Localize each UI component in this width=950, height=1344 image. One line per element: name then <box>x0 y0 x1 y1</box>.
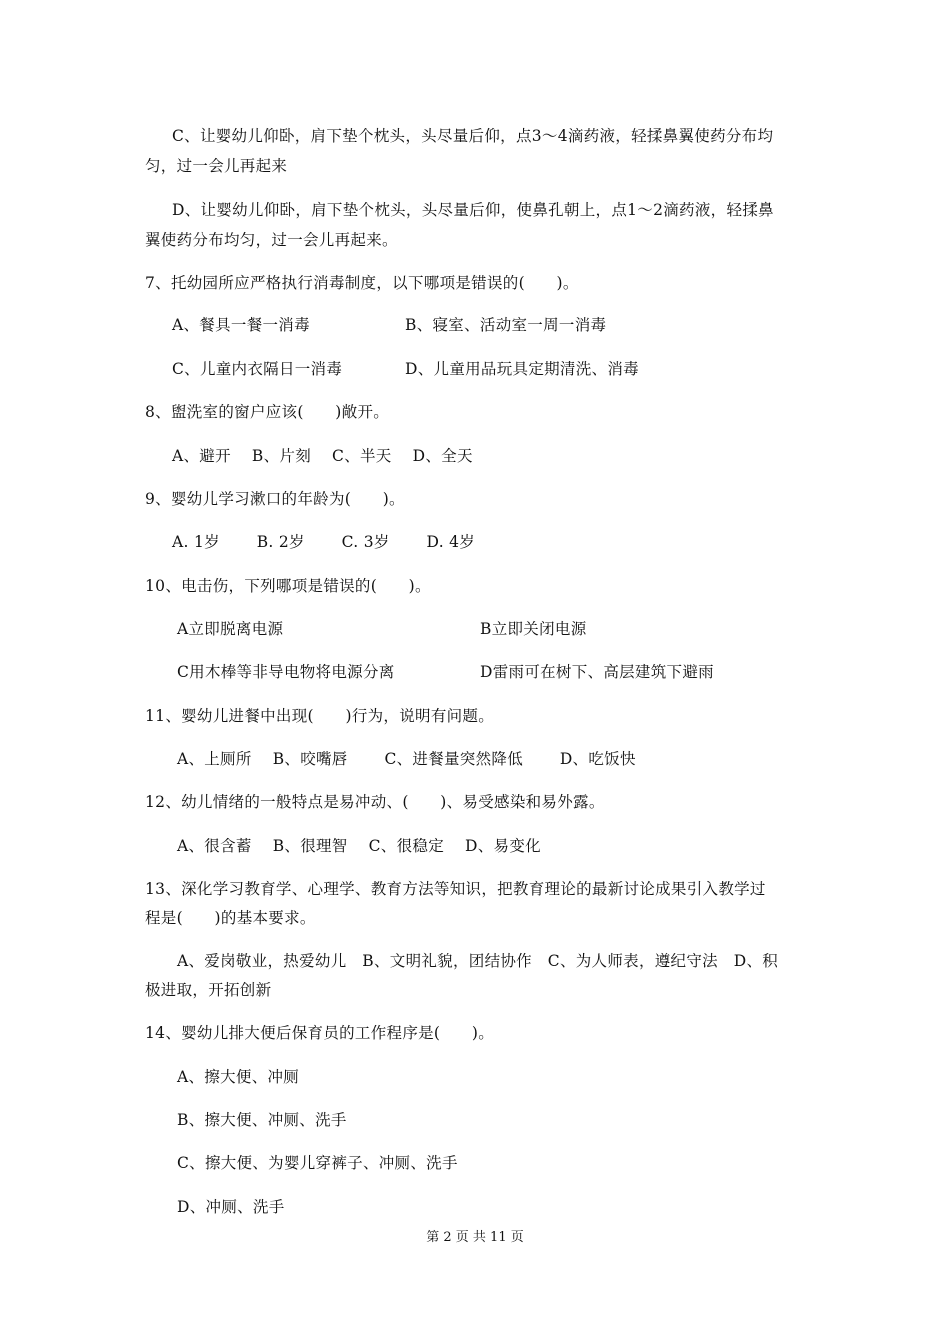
q9-options: A. 1岁 B. 2岁 C. 3岁 D. 4岁 <box>172 533 476 551</box>
q8-options: A、避开 B、片刻 C、半天 D、全天 <box>172 447 473 465</box>
q10-option-b: B立即关闭电源 <box>480 620 587 638</box>
q12-options: A、很含蓄 B、很理智 C、很稳定 D、易变化 <box>177 837 541 855</box>
q10-option-c: C用木棒等非导电物将电源分离 <box>177 663 395 681</box>
q11-question: 11、婴幼儿进餐中出现( )行为，说明有问题。 <box>145 707 495 725</box>
q10-question: 10、电击伤，下列哪项是错误的( )。 <box>145 577 431 595</box>
q12-question: 12、幼儿情绪的一般特点是易冲动、( )、易受感染和易外露。 <box>145 793 605 811</box>
q13-question-line1: 13、深化学习教育学、心理学、教育方法等知识，把教育理论的最新讨论成果引入教学过 <box>145 880 766 898</box>
q10-option-d: D雷雨可在树下、高层建筑下避雨 <box>480 663 714 681</box>
q6-option-c-line1: C、让婴幼儿仰卧，肩下垫个枕头，头尽量后仰，点3～4滴药液，轻揉鼻翼使药分布均 <box>172 127 774 145</box>
q14-question: 14、婴幼儿排大便后保育员的工作程序是( )。 <box>145 1024 495 1042</box>
q9-question: 9、婴幼儿学习漱口的年龄为( )。 <box>145 490 405 508</box>
q10-option-a: A立即脱离电源 <box>177 620 284 638</box>
q7-option-a: A、餐具一餐一消毒 <box>172 316 310 334</box>
q7-option-d: D、儿童用品玩具定期清洗、消毒 <box>405 360 639 378</box>
q14-option-a: A、擦大便、冲厕 <box>177 1068 300 1086</box>
q7-question: 7、托幼园所应严格执行消毒制度，以下哪项是错误的( )。 <box>145 274 579 292</box>
q7-option-b: B、寝室、活动室一周一消毒 <box>405 316 607 334</box>
q6-option-d-line2: 翼使药分布均匀，过一会儿再起来。 <box>145 231 398 249</box>
q11-options: A、上厕所 B、咬嘴唇 C、进餐量突然降低 D、吃饭快 <box>177 750 636 768</box>
q13-question-line2: 程是( )的基本要求。 <box>145 909 316 927</box>
q7-option-c: C、儿童内衣隔日一消毒 <box>172 360 343 378</box>
q14-option-c: C、擦大便、为婴儿穿裤子、冲厕、洗手 <box>177 1154 458 1172</box>
q6-option-d-line1: D、让婴幼儿仰卧，肩下垫个枕头，头尽量后仰，使鼻孔朝上，点1～2滴药液，轻揉鼻 <box>172 201 774 219</box>
q13-options-line1: A、爱岗敬业，热爱幼儿 B、文明礼貌，团结协作 C、为人师表，遵纪守法 D、积 <box>177 952 779 970</box>
page-number-footer: 第 2 页 共 11 页 <box>426 1230 524 1245</box>
q14-option-d: D、冲厕、洗手 <box>177 1198 285 1216</box>
q14-option-b: B、擦大便、冲厕、洗手 <box>177 1111 347 1129</box>
q8-question: 8、盥洗室的窗户应该( )敞开。 <box>145 403 390 421</box>
q13-options-line2: 极进取，开拓创新 <box>145 981 272 999</box>
q6-option-c-line2: 匀，过一会儿再起来 <box>145 157 288 175</box>
